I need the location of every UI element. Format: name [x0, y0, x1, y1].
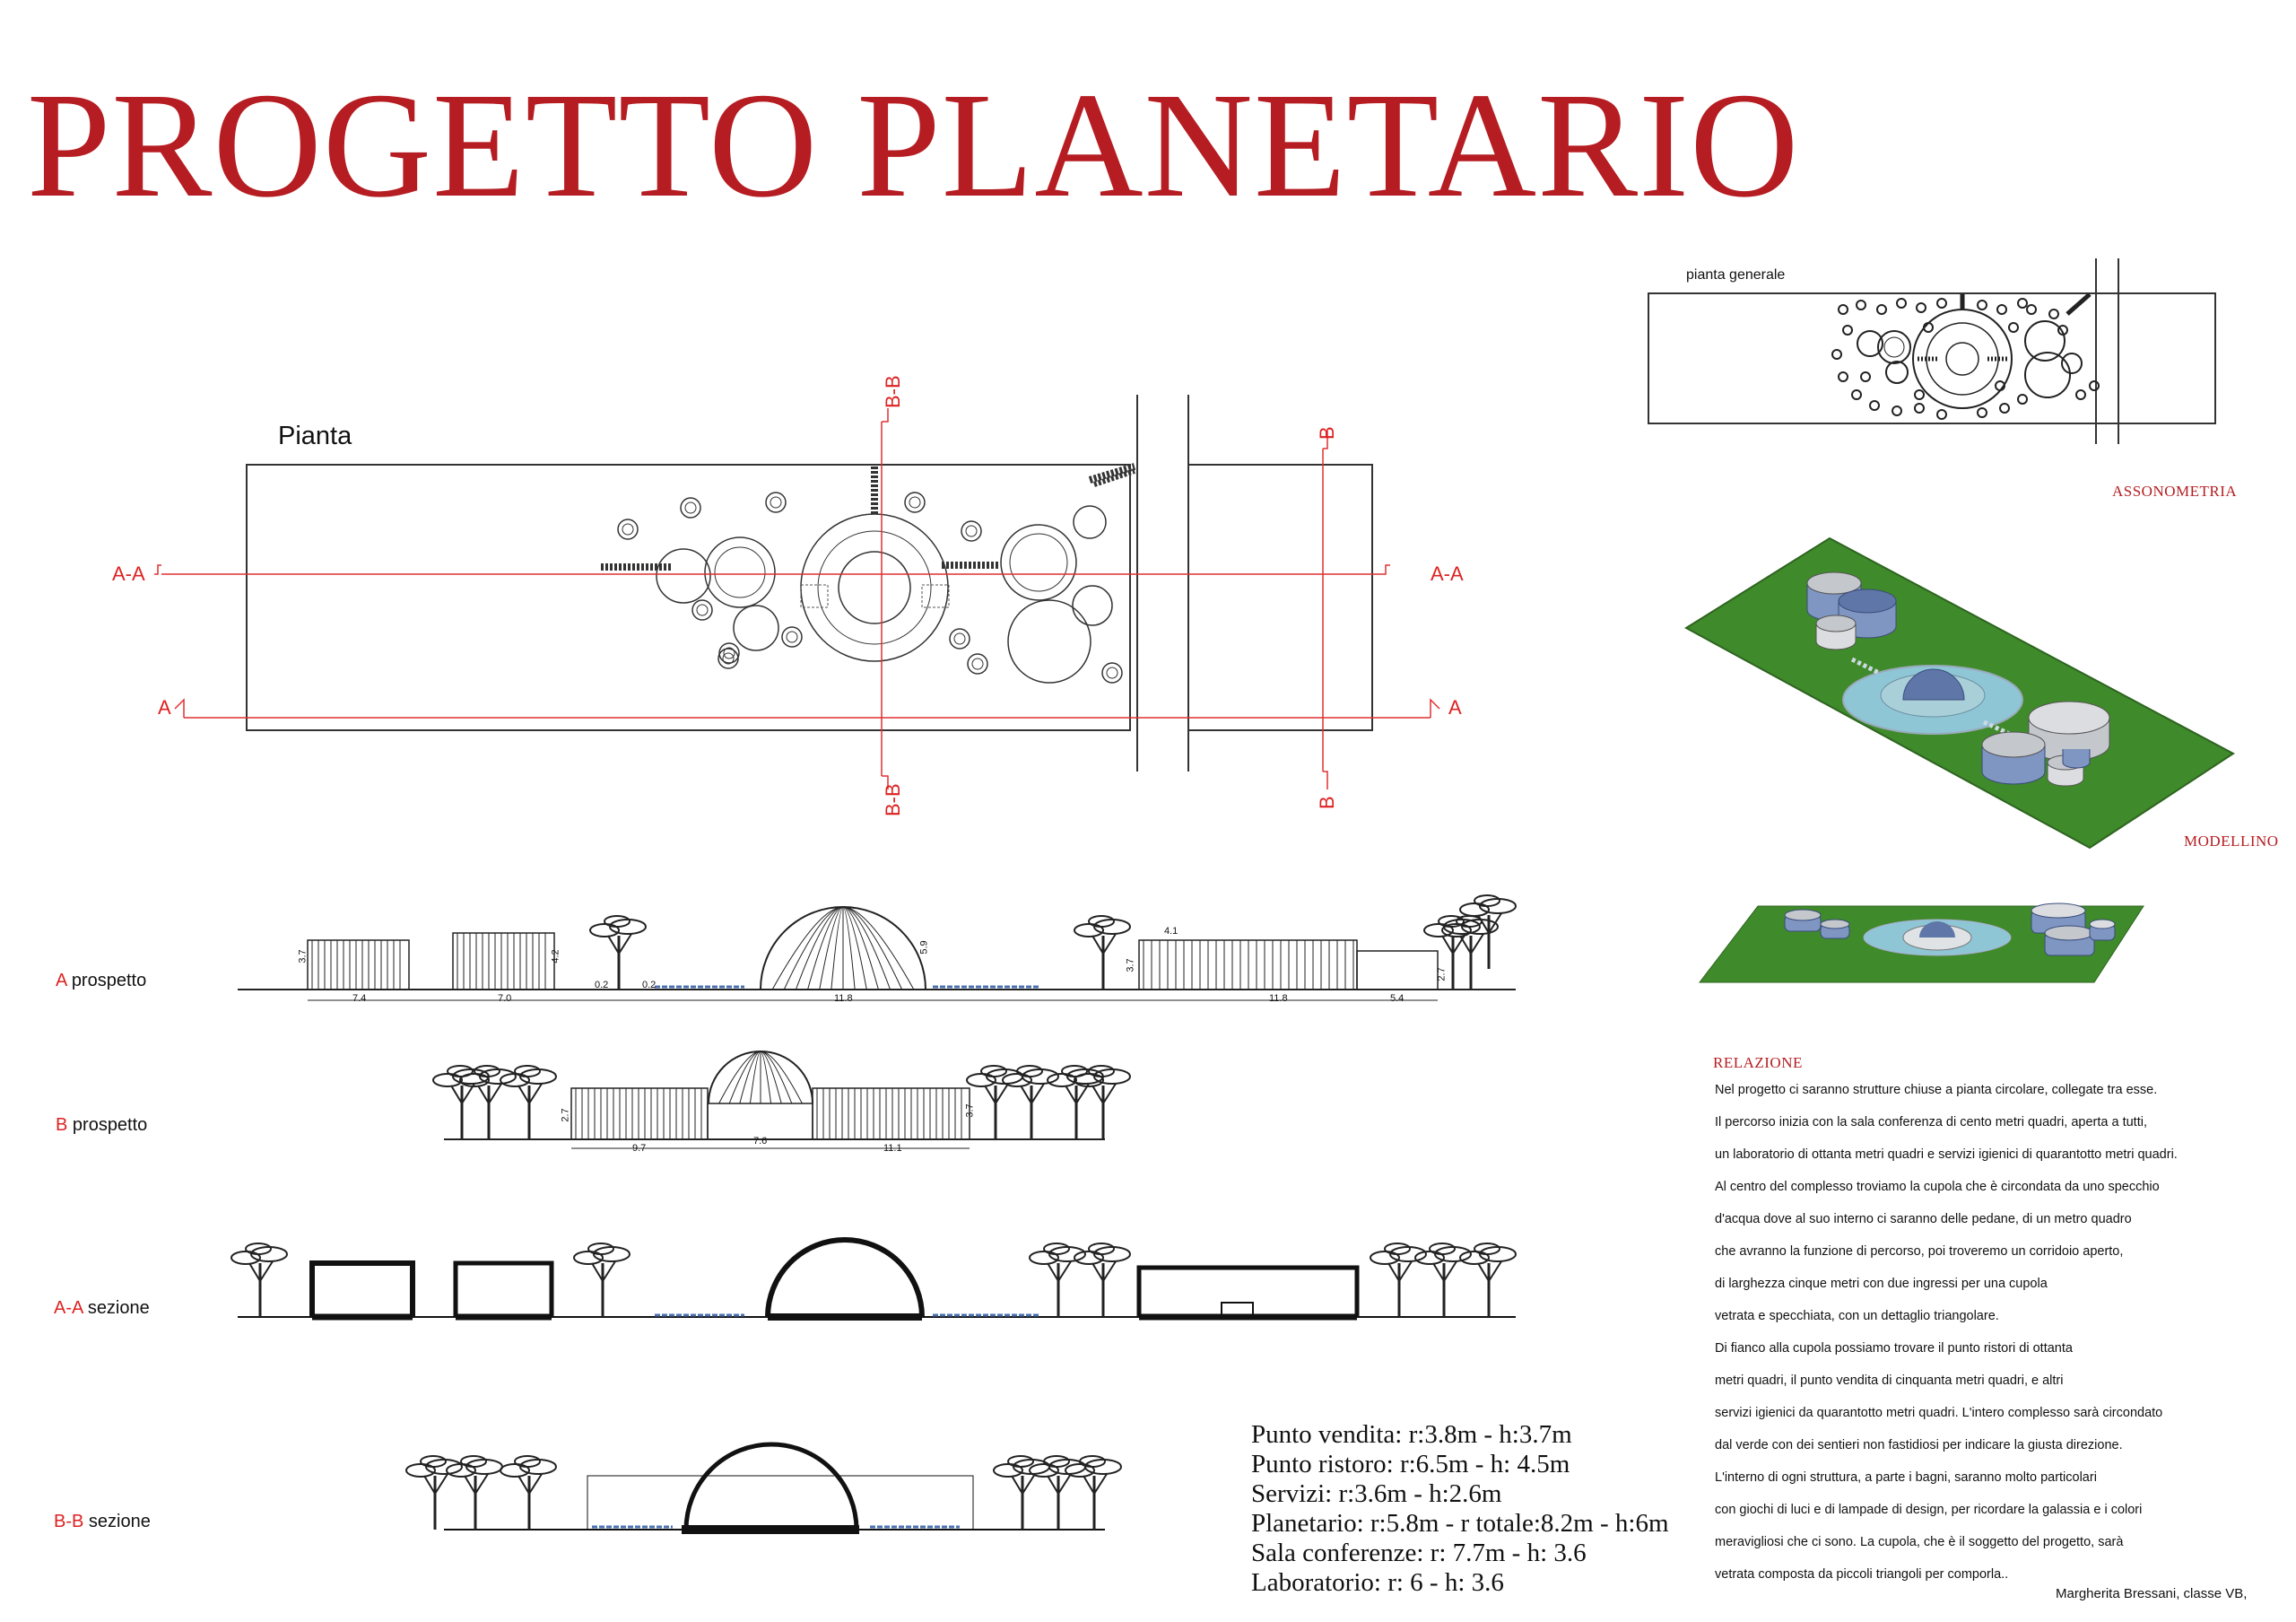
dim-label: 5.9 — [918, 940, 930, 955]
page-title: PROGETTO PLANETARIO — [27, 62, 1800, 229]
spec-line: Servizi: r:3.6m - h:2.6m — [1251, 1479, 1502, 1508]
dim-label: 7.4 — [352, 993, 367, 1004]
section-tag-aa-right: A-A — [1431, 562, 1464, 585]
dim-label: 9.7 — [632, 1143, 647, 1154]
section-tag-a-right: A — [1448, 696, 1462, 719]
relazione-line: Di fianco alla cupola possiamo trovare il punto ristori di ottanta — [1715, 1341, 2073, 1356]
dim-label: 7.0 — [498, 993, 512, 1004]
site-plan — [154, 395, 1439, 789]
section-tag-b-top: B — [1316, 426, 1338, 440]
dim-label: 5.4 — [1390, 993, 1405, 1004]
drawing-label-bb-sezione: B-B sezione — [54, 1512, 151, 1531]
relazione-line: Al centro del complesso troviamo la cupola che è circondata da uno specchio — [1715, 1180, 2160, 1194]
section-aa — [231, 1240, 1516, 1317]
dim-label: 4.1 — [1164, 926, 1178, 937]
section-tag-aa-left: A-A — [112, 562, 145, 585]
relazione-line: servizi igienici da quarantotto metri quadri. L'intero complesso sarà circondato — [1715, 1406, 2163, 1420]
plan-label: Pianta — [278, 422, 352, 450]
relazione-line: vetrata composta da piccoli triangoli per comporla.. — [1715, 1567, 2009, 1582]
section-tag-b-bottom: B — [1316, 796, 1338, 809]
relazione-line: dal verde con dei sentieri non fastidiosi per indicare la giusta direzione. — [1715, 1438, 2123, 1452]
relazione-line: Nel progetto ci saranno strutture chiuse a pianta circolare, collegate tra esse. — [1715, 1083, 2158, 1097]
section-tag-bb-top: B-B — [882, 375, 904, 408]
relazione-line: Il percorso inizia con la sala conferenza di cento metri quadri, aperta a tutti, — [1715, 1115, 2147, 1129]
relazione-line: un laboratorio di ottanta metri quadri e servizi igienici di quarantotto metri quadri. — [1715, 1147, 2178, 1162]
drawing-label-a-prospetto: A prospetto — [56, 971, 147, 990]
dim-label: 11.8 — [834, 993, 853, 1004]
relazione-line: vetrata e specchiata, con un dettaglio triangolare. — [1715, 1309, 1999, 1323]
dim-label: 0.2 — [595, 980, 609, 990]
relazione-line: con giochi di luci e di lampade di design, per ricordare la galassia e i colori — [1715, 1503, 2143, 1517]
relazione-line: metri quadri, il punto vendita di cinquanta metri quadri, e altri — [1715, 1373, 2064, 1388]
author-credit: Margherita Bressani, classe VB, — [2056, 1586, 2248, 1601]
relazione-heading: RELAZIONE — [1713, 1054, 1803, 1071]
relazione-line: L'interno di ogni struttura, a parte i bagni, saranno molto particolari — [1715, 1470, 2097, 1485]
dim-label: 2.7 — [560, 1108, 571, 1122]
model-label: MODELLINO — [2184, 833, 2279, 850]
spec-line: Punto ristoro: r:6.5m - h: 4.5m — [1251, 1450, 1570, 1478]
spec-line: Punto vendita: r:3.8m - h:3.7m — [1251, 1420, 1572, 1449]
relazione-text — [1715, 1074, 2178, 1591]
dim-label: 0.2 — [642, 980, 657, 990]
general-plan-drawing — [1648, 258, 2215, 444]
spec-line: Laboratorio: r: 6 - h: 3.6 — [1251, 1568, 1504, 1597]
axonometry-label: ASSONOMETRIA — [2112, 483, 2238, 500]
axonometry-model — [1686, 538, 2233, 848]
section-bb — [406, 1444, 1121, 1530]
relazione-line: d'acqua dove al suo interno ci saranno delle pedane, di un metro quadro — [1715, 1212, 2132, 1226]
dim-label: 7.6 — [753, 1136, 768, 1147]
dim-label: 2.7 — [1436, 967, 1448, 981]
drawing-label-b-prospetto: B prospetto — [56, 1115, 148, 1135]
specs-list — [1251, 1420, 1669, 1598]
relazione-line: di larghezza cinque metri con due ingressi per una cupola — [1715, 1277, 2048, 1291]
section-tag-a-left: A — [158, 696, 171, 719]
section-tag-bb-bottom: B-B — [882, 783, 904, 816]
relazione-line: che avranno la funzione di percorso, poi troveremo un corridoio aperto, — [1715, 1244, 2124, 1259]
dim-label: 11.1 — [883, 1143, 902, 1154]
model-photo — [1700, 903, 2144, 982]
dim-label: 11.8 — [1269, 993, 1288, 1004]
elevation-a — [238, 895, 1516, 1000]
drawing-label-aa-sezione: A-A sezione — [54, 1298, 150, 1318]
dim-label: 4.2 — [550, 949, 561, 964]
dim-label: 3.7 — [964, 1103, 976, 1118]
relazione-line: meravigliosi che ci sono. La cupola, che è il soggetto del progetto, sarà — [1715, 1535, 2124, 1549]
spec-line: Sala conferenze: r: 7.7m - h: 3.6 — [1251, 1539, 1587, 1567]
dim-label: 3.7 — [297, 949, 309, 964]
elevation-b — [433, 1051, 1130, 1148]
dim-label: 3.7 — [1125, 958, 1136, 972]
general-plan-label: pianta generale — [1686, 267, 1786, 283]
spec-line: Planetario: r:5.8m - r totale:8.2m - h:6m — [1251, 1509, 1669, 1538]
